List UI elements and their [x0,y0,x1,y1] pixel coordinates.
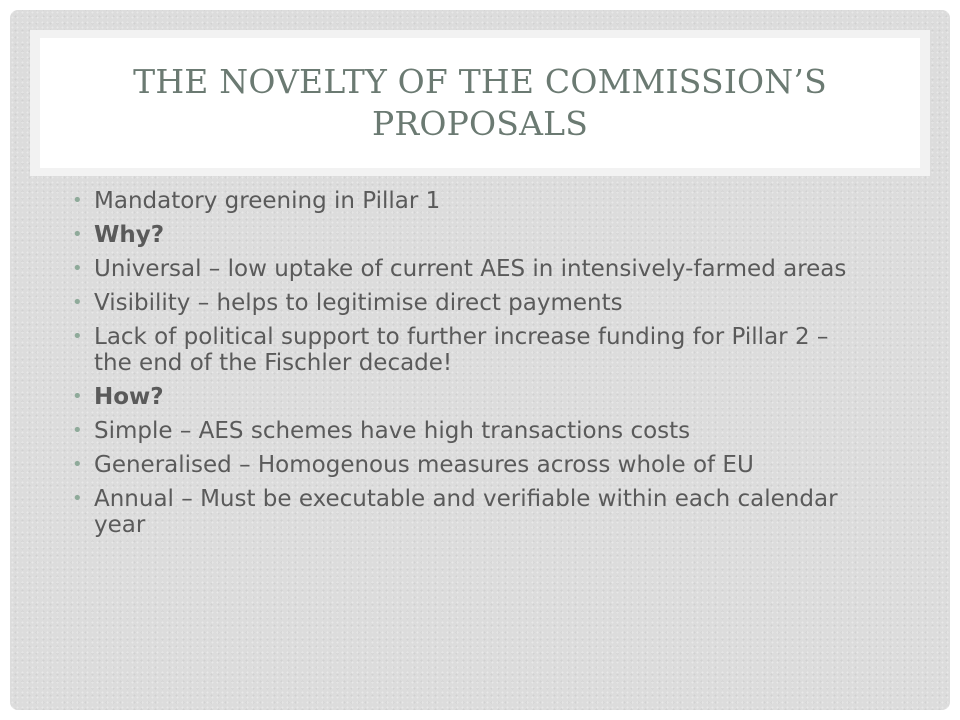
bullet-item: • Universal – low uptake of current AES in intensively-farmed areas [72,256,847,282]
bullet-item: • Mandatory greening in Pillar 1 [72,188,441,214]
bullet-dot-icon: • [72,190,83,211]
bullet-dot-icon: • [72,224,83,245]
bullet-dot-icon: • [72,420,83,441]
bullet-item: • Annual – Must be executable and verifiable within each calendar year [72,486,838,538]
bullet-dot-icon: • [72,454,83,475]
bullet-list [72,188,872,546]
bullet-item: • How? [72,384,164,410]
bullet-item: • Why? [72,222,165,248]
bullet-dot-icon: • [72,326,83,347]
slide-title: THE NOVELTY OF THE COMMISSION’S PROPOSALS [133,62,827,143]
bullet-dot-icon: • [72,386,83,407]
bullet-item: • Lack of political support to further increase funding for Pillar 2 – the end of the Fischler decade! [72,324,829,376]
title-box [30,30,930,176]
bullet-dot-icon: • [72,488,83,509]
bullet-item: • Visibility – helps to legitimise direct payments [72,290,623,316]
title-panel [40,38,920,168]
slide [10,10,950,710]
bullet-dot-icon: • [72,258,83,279]
bullet-dot-icon: • [72,292,83,313]
bullet-item: • Simple – AES schemes have high transactions costs [72,418,691,444]
bullet-item: • Generalised – Homogenous measures across whole of EU [72,452,754,478]
